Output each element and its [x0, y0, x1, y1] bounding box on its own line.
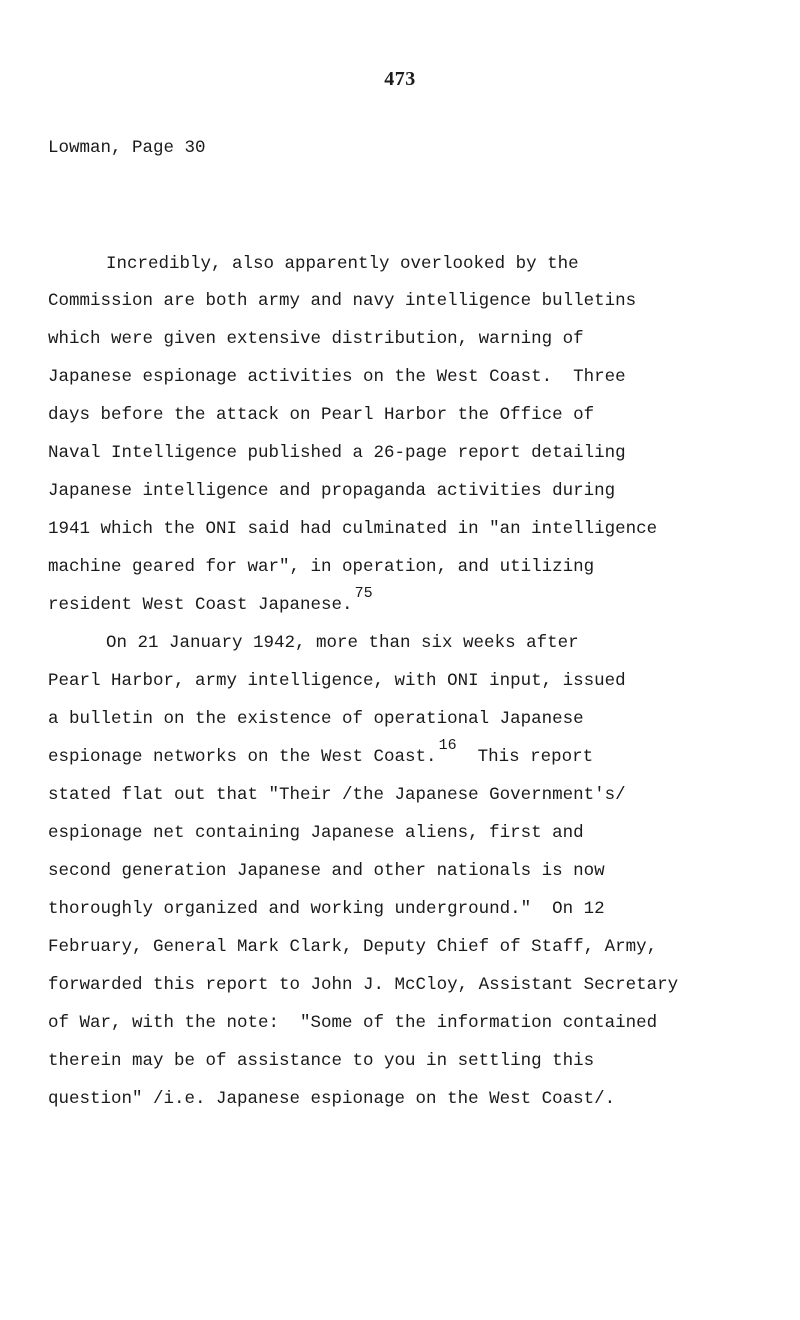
- text-line: forwarded this report to John J. McCloy, Assistant Secretary: [48, 975, 679, 995]
- text-line: Japanese intelligence and propaganda activities during: [48, 481, 616, 501]
- text-line: machine geared for war", in operation, and utilizing: [48, 557, 595, 577]
- text-line: which were given extensive distribution, warning of: [48, 329, 584, 349]
- text-line: days before the attack on Pearl Harbor the Office of: [48, 405, 595, 425]
- text-line: [48, 585, 373, 616]
- text-line: 1941 which the ONI said had culminated in "an intelligence: [48, 519, 658, 539]
- running-head: Lowman, Page 30: [48, 138, 206, 158]
- text-line: second generation Japanese and other nationals is now: [48, 861, 605, 881]
- page-number: 473: [384, 68, 416, 90]
- text-line: of War, with the note: "Some of the information contained: [48, 1013, 658, 1033]
- text-line: Commission are both army and navy intelligence bulletins: [48, 291, 637, 311]
- text-line: Pearl Harbor, army intelligence, with ONI input, issued: [48, 671, 626, 691]
- text-line: question" /i.e. Japanese espionage on the West Coast/.: [48, 1089, 616, 1109]
- text-segment: espionage networks on the West Coast.: [48, 747, 437, 767]
- text-line: On 21 January 1942, more than six weeks after: [106, 633, 579, 653]
- text-line: a bulletin on the existence of operational Japanese: [48, 709, 584, 729]
- text-segment: resident West Coast Japanese.: [48, 595, 353, 615]
- text-line: Naval Intelligence published a 26-page report detailing: [48, 443, 626, 463]
- footnote-ref-16: 16: [438, 737, 457, 754]
- text-line: stated flat out that "Their /the Japanese Government's/: [48, 785, 626, 805]
- text-line: Incredibly, also apparently overlooked by the: [106, 254, 579, 274]
- text-line: Japanese espionage activities on the West Coast. Three: [48, 367, 626, 387]
- text-line: [48, 737, 594, 768]
- text-line: February, General Mark Clark, Deputy Chief of Staff, Army,: [48, 937, 658, 957]
- text-line: therein may be of assistance to you in settling this: [48, 1051, 595, 1071]
- text-segment: This report: [456, 747, 594, 767]
- text-line: espionage net containing Japanese aliens, first and: [48, 823, 584, 843]
- text-line: thoroughly organized and working underground." On 12: [48, 899, 605, 919]
- footnote-ref-75: 75: [354, 585, 373, 602]
